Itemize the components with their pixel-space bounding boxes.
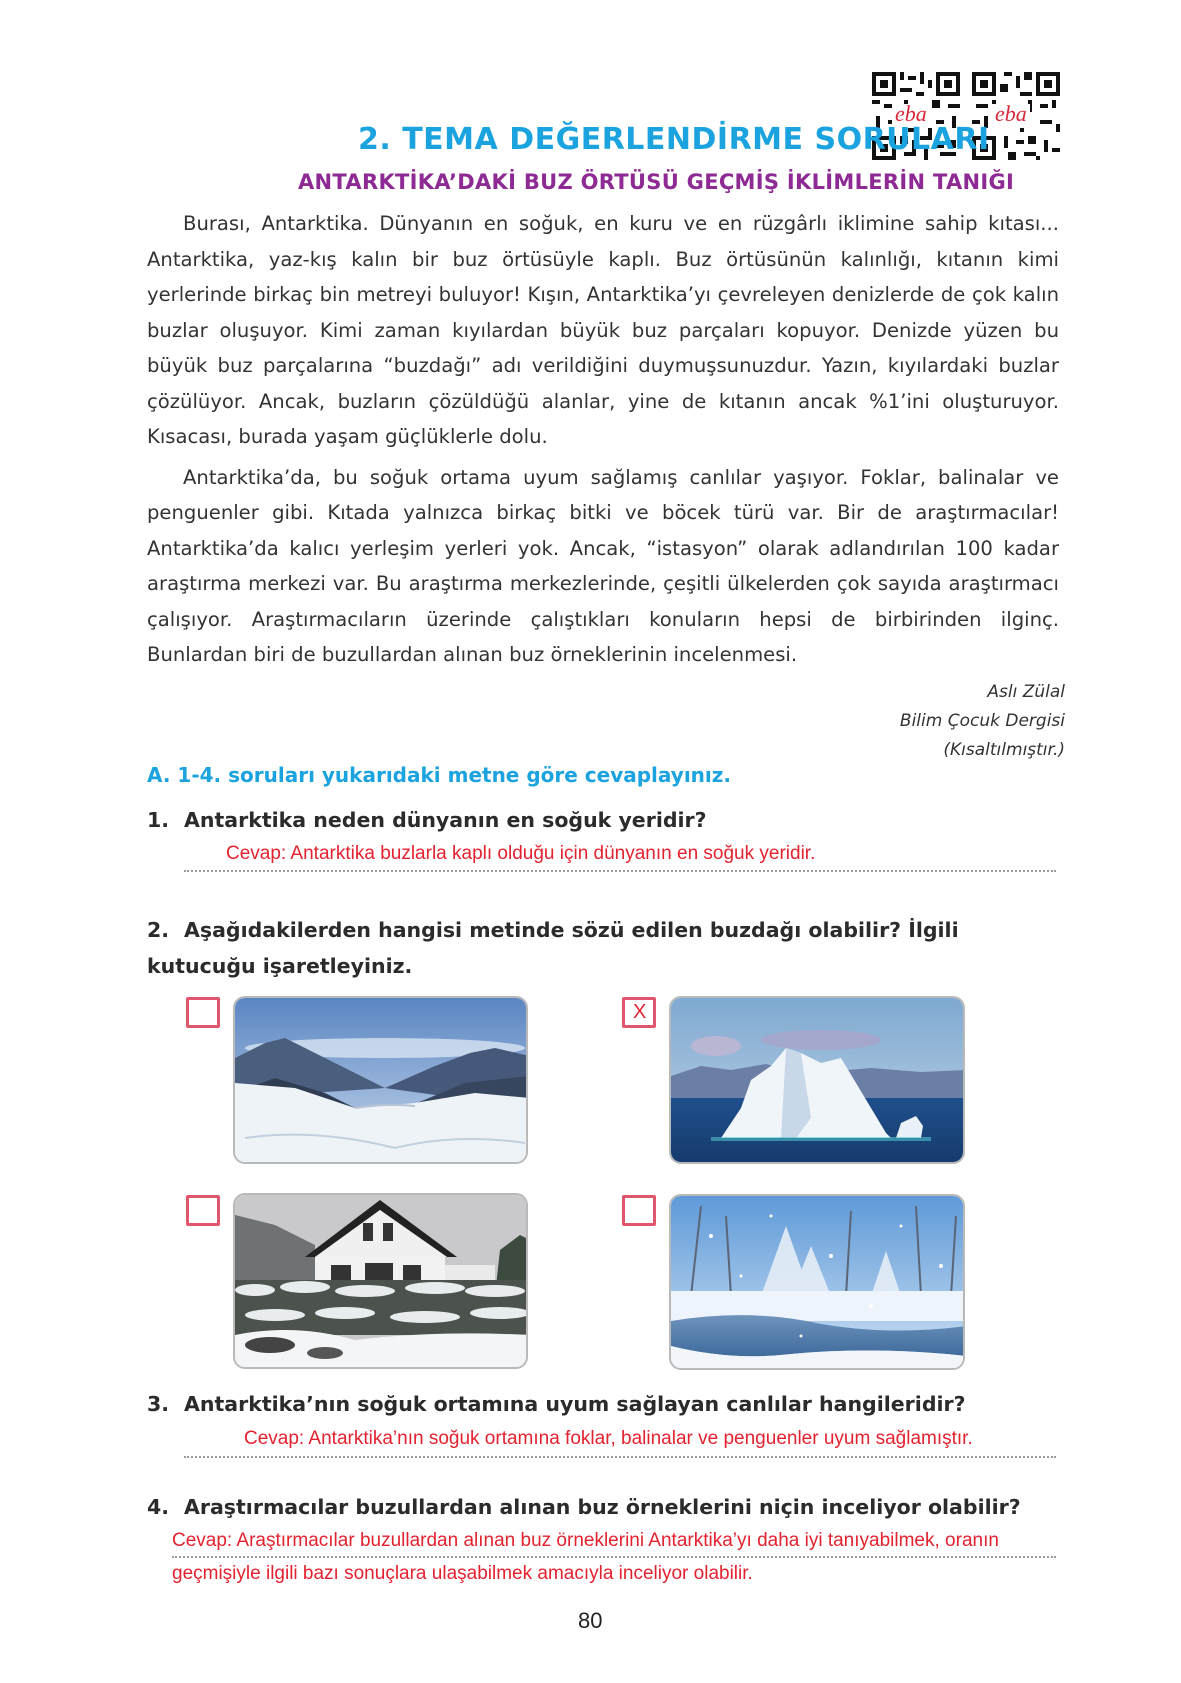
question-4	[147, 1495, 1021, 1519]
snowy-house-photo[interactable]	[233, 1193, 528, 1369]
page-title: 2. TEMA DEĞERLENDİRME SORULARI	[358, 122, 990, 157]
answer-4-line-2[interactable]: geçmişiyle ilgili bazı sonuçlara ulaşabilmek amacıyla inceliyor olabilir.	[172, 1563, 753, 1584]
passage-source	[900, 678, 1065, 765]
snowy-house-image	[235, 1195, 528, 1369]
source-note: (Kısaltılmıştır.)	[943, 740, 1065, 760]
glacier-valley-photo[interactable]	[233, 996, 528, 1164]
iceberg-photo[interactable]	[669, 996, 965, 1164]
passage-paragraph-2: Antarktika’da, bu soğuk ortama uyum sağlamış canlılar yaşıyor. Foklar, balinalar ve penguenler gibi. Kıtada yalnızca birkaç bitki ve böcek türü var. Bir de araştırmacılar! Antarktika’da kalıcı yerleşim yerleri yok. Ancak, “istasyon” olarak adlandırılan 100 kadar araştırma merkezi var. Bu araştırma merkezlerinde, çeşitli ülkelerden çok sayıda araştırmacı çalışıyor. Araştırmacıların üzerinde çalıştıkları konuların hepsi de birbirinden ilginç. Bunlardan biri de buzullardan alınan buz örneklerinin incelenmesi.	[147, 465, 1059, 666]
snowy-forest-image	[671, 1196, 965, 1370]
passage-paragraph-1: Burası, Antarktika. Dünyanın en soğuk, en kuru ve en rüzgârlı iklimine sahip kıtası... Antarktika, yaz-kış kalın bir buz örtüsüyle kaplı. Buz örtüsünün kalınlığı, kıtanın kimi yerlerinde birkaç bin metreyi buluyor! Kışın, Antarktika’yı çevreleyen denizlerde de çok kalın buzlar oluşuyor. Kimi zaman kıyılardan büyük buz parçaları kopuyor. Denizde yüzen bu büyük buz parçalarına “buzdağı” adı verildiğini duymuşsunuzdur. Yazın, kıyılardaki buzlar çözülüyor. Ancak, buzların çözüldüğü alanlar, yine de kıtanın ancak %1’ini oluşturuyor. Kısacası, burada yaşam güçlüklerle dolu.	[147, 212, 1059, 448]
question-2	[147, 912, 1059, 984]
reading-passage	[147, 206, 1059, 673]
snowy-forest-river-photo[interactable]	[669, 1194, 965, 1370]
question-text: Aşağıdakilerden hangisi metinde sözü edilen buzdağı olabilir? İlgili kutucuğu işaretleyiniz.	[147, 918, 959, 978]
question-text: Antarktika neden dünyanın en soğuk yeridir?	[184, 808, 707, 832]
question-number: 4.	[147, 1495, 170, 1519]
question-text: Antarktika’nın soğuk ortamına uyum sağlayan canlılar hangileridir?	[184, 1392, 966, 1416]
option-checkbox-iceberg[interactable]	[622, 997, 656, 1028]
eba-logo: eba	[992, 104, 1030, 124]
section-instruction: A. 1-4. soruları yukarıdaki metne göre cevaplayınız.	[147, 763, 732, 787]
question-3	[147, 1392, 966, 1416]
answer-line-4	[172, 1556, 1056, 1558]
passage-title: ANTARKTİKA’DAKİ BUZ ÖRTÜSÜ GEÇMİŞ İKLİMLERİN TANIĞI	[298, 170, 1015, 194]
glacier-image	[235, 998, 528, 1164]
question-number: 1.	[147, 808, 170, 832]
option-checkbox-glacier[interactable]	[186, 997, 220, 1028]
answer-1[interactable]: Cevap: Antarktika buzlarla kaplı olduğu için dünyanın en soğuk yeridir.	[226, 843, 816, 864]
question-text: Araştırmacılar buzullardan alınan buz örneklerini niçin inceliyor olabilir?	[184, 1495, 1021, 1519]
option-checkbox-forest[interactable]	[622, 1195, 656, 1226]
option-checkbox-house[interactable]	[186, 1195, 220, 1226]
eba-logo: eba	[892, 104, 930, 124]
answer-line-1	[184, 870, 1056, 872]
iceberg-image	[671, 998, 965, 1164]
source-author: Aslı Zülal	[987, 682, 1065, 702]
checkbox-x-mark: X	[633, 1001, 647, 1023]
answer-3[interactable]: Cevap: Antarktika’nın soğuk ortamına foklar, balinalar ve penguenler uyum sağlamıştır.	[244, 1428, 973, 1449]
page-number: 80	[578, 1608, 603, 1633]
source-publication: Bilim Çocuk Dergisi	[899, 711, 1065, 731]
question-1	[147, 808, 707, 832]
question-number: 2.	[147, 918, 170, 942]
question-number: 3.	[147, 1392, 170, 1416]
answer-line-3	[184, 1456, 1056, 1458]
answer-4-line-1[interactable]: Cevap: Araştırmacılar buzullardan alınan buz örneklerini Antarktika’yı daha iyi tanıyabilmek, oranın	[172, 1530, 999, 1551]
